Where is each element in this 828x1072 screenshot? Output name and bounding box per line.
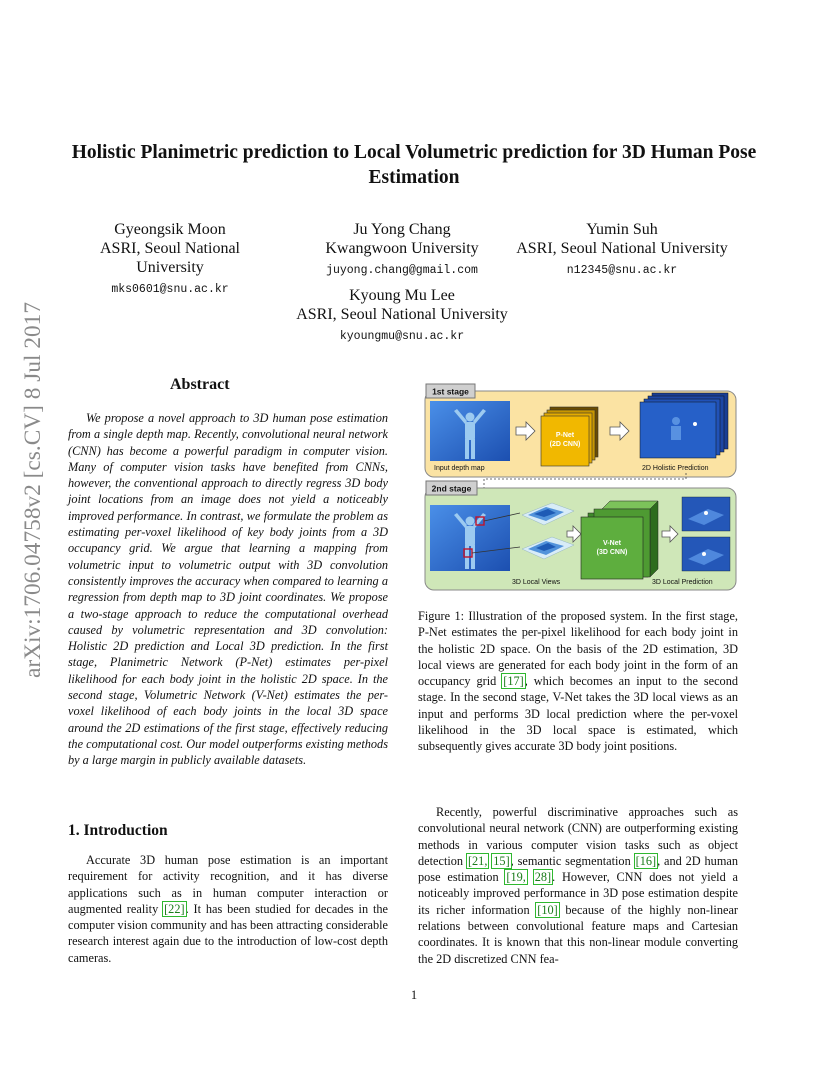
figure-caption: [418, 608, 738, 755]
citation-link[interactable]: [22]: [164, 901, 185, 916]
author-3: [508, 220, 736, 280]
stage2-tag-label: 2nd stage: [431, 483, 472, 494]
citation-link[interactable]: [19,: [506, 870, 526, 885]
local-views-label: 3D Local Views: [512, 579, 561, 586]
author-email[interactable]: juyong.chang@gmail.com: [326, 264, 478, 277]
author-1: [70, 220, 270, 299]
intro-heading: 1. Introduction: [68, 822, 168, 839]
vnet-label: V-Net: [603, 540, 621, 547]
abstract-heading: Abstract: [170, 376, 230, 393]
author-affiliation: ASRI, Seoul National University: [100, 240, 240, 276]
citation-link[interactable]: 28]: [534, 870, 552, 885]
author-affiliation: Kwangwoon University: [325, 240, 479, 257]
pred3d-label: 3D Local Prediction: [652, 579, 713, 586]
author-name: Gyeongsik Moon: [114, 221, 226, 238]
citation-link[interactable]: [17]: [503, 674, 524, 689]
body-paragraph: [418, 804, 738, 967]
author-email[interactable]: kyoungmu@snu.ac.kr: [339, 330, 465, 343]
author-name: Ju Yong Chang: [353, 221, 451, 238]
page-number: 1: [410, 988, 418, 1002]
stage1-tag-label: 1st stage: [432, 386, 469, 397]
text-run: . It has been studied for decades in the computer vision community and has been attracting considerable research interest again due to the introduction of low-cost depth cameras.: [68, 901, 388, 965]
author-name: Kyoung Mu Lee: [349, 287, 455, 304]
text-run: , and 2D human pose estimation: [418, 853, 738, 885]
author-affiliation: ASRI, Seoul National University: [516, 240, 728, 257]
arxiv-stamp: [4, 300, 52, 680]
figure-1: [424, 381, 738, 593]
author-email[interactable]: mks0601@snu.ac.kr: [111, 283, 229, 296]
local-prediction-2: [682, 537, 730, 571]
text-run: Accurate 3D human pose estimation is an important requirement for activity recognition, and it has diverse applications such as in human computer interaction or augmented reality: [68, 853, 388, 916]
author-4: [290, 286, 514, 346]
arxiv-stamp-text: arXiv:1706.04758v2 [cs.CV] 8 Jul 2017: [20, 307, 45, 678]
local-prediction-1: [682, 497, 730, 531]
abstract-text: We propose a novel approach to 3D human pose estimation from a single depth map. Recently, convolutional neural network (CNN) has become a powerful paradigm in computer vision. Many of computer vision tasks have benefited from CNNs, however, the conventional approach to directly regress 3D body joint locations from an image does not yield a noticeably improved performance. In contrast, we formulate the problem as estimating per-voxel likelihood of key body joints from a 3D occupancy grid. We argue that learning a mapping from volumetric input to volumetric output with 3D convolution consistently improves the accuracy when compared to learning a regression from depth map to 3D joint coordinates. We propose a two-stage approach to reduce the computational overhead caused by volumetric representation and 3D convolution: Holistic 2D prediction and Local 3D prediction. In the first stage, Planimetric Network (P-Net) estimates per-pixel likelihood for each body joint in the holistic 2D space. In the second stage, Volumetric Network (V-Net) estimates the per-voxel likelihood of each body joints in the local 3D space around the 2D estimations of the first stage, effectively reducing the computational cost. Our model outperforms existing methods by a large margin in publicly available datasets.: [68, 411, 388, 768]
text-run: Recently, powerful discriminative approaches such as convolutional neural network (CNN) are outperforming existing methods in various computer vision tasks such as object detection: [418, 805, 738, 868]
author-affiliation: ASRI, Seoul National University: [296, 306, 508, 323]
citation-link[interactable]: [16]: [635, 853, 657, 868]
pnet-label: P-Net: [555, 432, 575, 439]
input-label: Input depth map: [434, 465, 485, 472]
text-run: because of the highly non-linear relations between convolutional feature maps and Cartesian coordinates. It is known that this non-linear module converting the 2D discretized CNN fea-: [418, 902, 738, 966]
text-run: . However, CNN does not yield a noticeably improved performance in 3D pose estimation despite its richer information: [418, 870, 738, 917]
paper-title: Holistic Planimetric prediction to Local Volumetric prediction for 3D Human Pose Estimation: [71, 142, 757, 188]
author-2: [302, 220, 502, 280]
citation-link[interactable]: [21,: [467, 853, 488, 868]
author-email[interactable]: n12345@snu.ac.kr: [566, 264, 678, 277]
vnet-sublabel: (3D CNN): [596, 549, 628, 556]
text-run: , which becomes an input to the second stage. In the second stage, V-Net takes the 3D local views as an input and performs 3D local prediction where the per-voxel likelihood in the 3D local space is estimated, which subsequently gives accurate 3D body joint positions.: [418, 674, 739, 754]
citation-link[interactable]: [10]: [537, 902, 558, 917]
pnet-sublabel: (2D CNN): [549, 441, 581, 448]
author-name: Yumin Suh: [586, 221, 658, 238]
pred2d-label: 2D Holistic Prediction: [642, 465, 709, 472]
text-run: Figure 1: Illustration of the proposed system. In the first stage, P-Net estimates the per-pixel likelihood for each body joint in the holistic 2D space. On the basis of the 2D estimation, 3D local views are generated for each body joint in the form of an occupancy grid: [418, 609, 738, 689]
intro-paragraph: [68, 852, 388, 966]
text-run: , semantic segmentation: [510, 853, 635, 868]
citation-link[interactable]: 15]: [493, 853, 510, 868]
